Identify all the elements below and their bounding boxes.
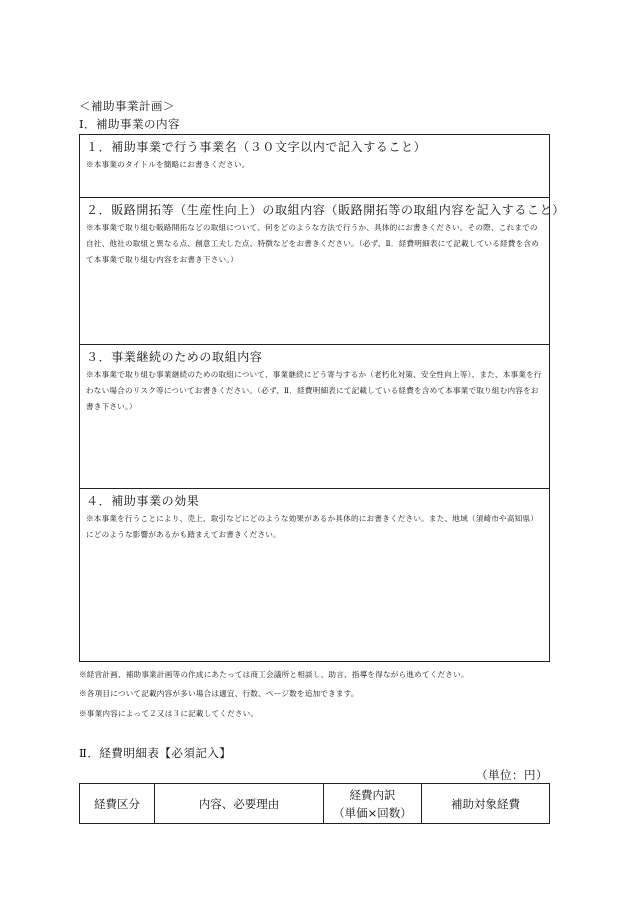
note-section-choice: ※事業内容によって２又は３に記載してください。 [79, 709, 259, 718]
plan-item-4-description: ※本事業を行うことにより、売上、取引などにどのような効果があるか具体的にお書きください。また、地域（須崎市や高知県）にどのような影響があるかも踏まえてお書きください。 [86, 514, 539, 539]
expense-table [79, 783, 550, 824]
plan-item-2-description: ※本事業で取り組む販路開拓などの取組について、何をどのような方法で行うか、具体的にお書きください。その際、これまでの自社、他社の取組と異なる点、創意工夫した点、特徴などをお書きください。（必ず、Ⅱ．経費明細表にて記載している経費を含めて本事業で取り組む内容をお書き下さい。） [86, 223, 539, 264]
header-subsidy: 補助対象経費 [422, 784, 550, 824]
plan-item-3-description: ※本事業で取り組む事業継続のための取組について、事業継続にどう寄与するか（老朽化対策、安全性向上等）、また、本事業を行わない場合のリスク等についてお書きください。（必ず、Ⅱ．経費明細表にて記載している経費を含めて本事業で取り組む内容をお書き下さい。） [86, 370, 542, 411]
expense-title: Ⅱ．経費明細表【必須記入】 [79, 746, 232, 760]
expense-unit: （単位：円） [476, 768, 548, 782]
plan-item-1-box[interactable] [79, 134, 550, 198]
header-breakdown [324, 784, 422, 824]
note-consultation: ※経営計画、補助事業計画等の作成にあたっては商工会議所と相談し、助言、指導を得ながら進めてください。 [79, 670, 469, 679]
header-breakdown-line1: 経費内訳 [349, 787, 396, 802]
header-breakdown-line2: （単価×回数） [333, 805, 412, 820]
header-content: 内容、必要理由 [155, 784, 324, 824]
plan-item-4-box[interactable] [79, 488, 550, 662]
header-category: 経費区分 [80, 784, 155, 824]
expense-header-row [80, 784, 550, 824]
plan-item-2-title: ２．販路開拓等（生産性向上）の取組内容（販路開拓等の取組内容を記入すること） [86, 203, 565, 217]
plan-item-4-title: ４．補助事業の効果 [86, 494, 200, 508]
plan-item-1-description: ※本事業のタイトルを簡略にお書きください。 [86, 160, 250, 169]
plan-item-2-box[interactable] [79, 197, 565, 345]
note-additional-pages: ※各項目について記載内容が多い場合は適宜、行数、ページ数を追加できます。 [79, 689, 359, 698]
section-title-1: Ⅰ．補助事業の内容 [79, 117, 181, 131]
plan-item-3-box[interactable] [79, 344, 550, 489]
plan-title: ＜補助事業計画＞ [79, 99, 175, 113]
plan-item-3-title: ３．事業継続のための取組内容 [86, 350, 263, 364]
plan-item-1-title: １．補助事業で行う事業名（３０文字以内で記入すること） [86, 140, 427, 154]
